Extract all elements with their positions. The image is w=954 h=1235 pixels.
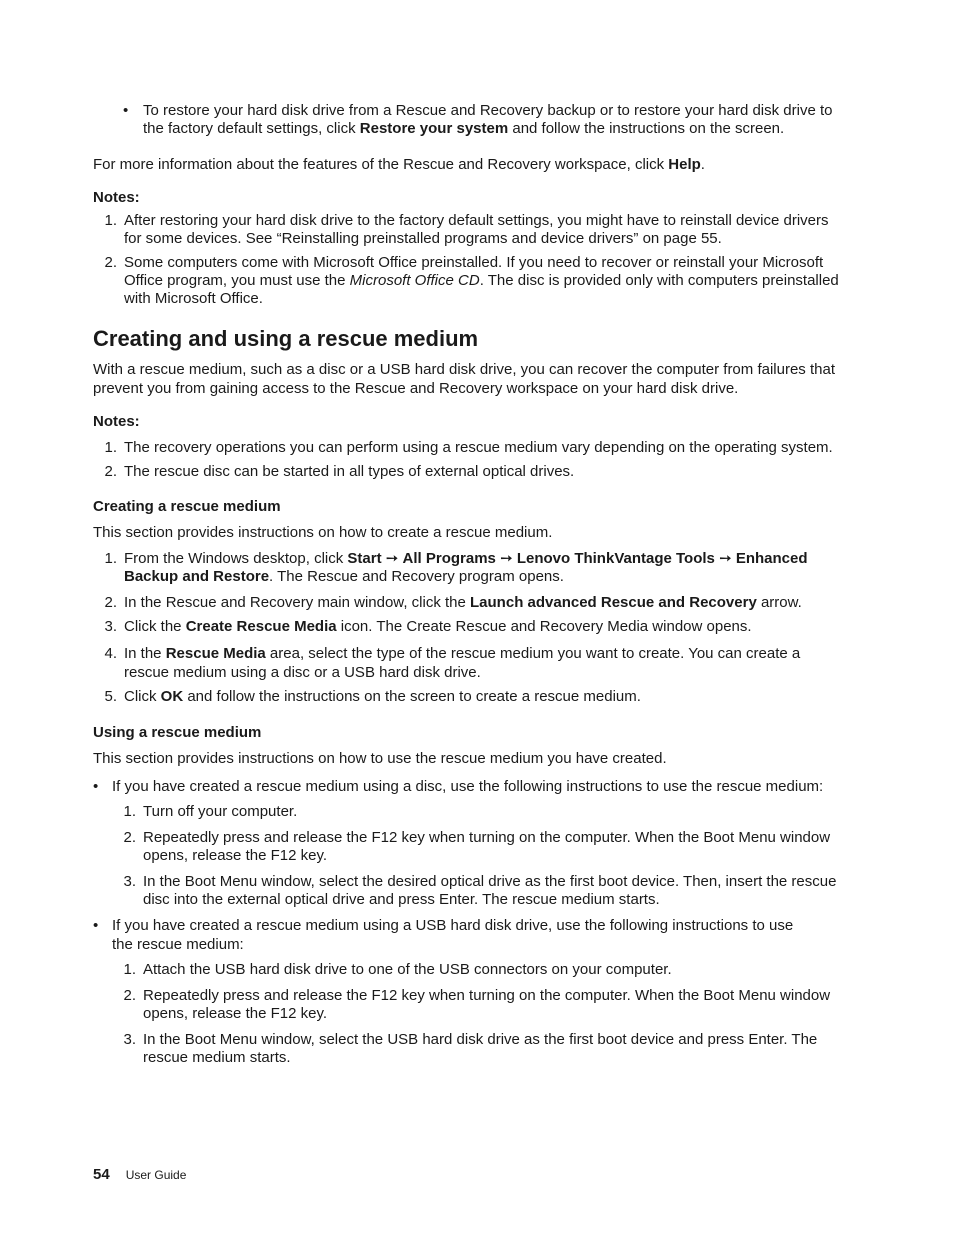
section-intro: With a rescue medium, such as a disc or a USB hard disk drive, you can recover the computer from failures that prevent you from gaining access to the Rescue and Recovery workspace on your hard disk drive. [93,361,835,397]
list-item-text: In the [124,645,166,662]
list-item-text: Repeatedly press and release the F12 key when turning on the computer. When the Boot Menu window opens, release the F12 key. [143,987,831,1022]
list-number: 2. [104,463,117,480]
menu-path-thinkvantage-tools: Lenovo ThinkVantage Tools [516,550,715,567]
list-number: 1. [104,550,117,567]
list-item [93,254,845,308]
list-item [93,987,845,1023]
list-item [93,438,845,457]
paragraph-emphasis: Help [668,156,701,173]
list-item [93,594,845,612]
list-item-text: In the Rescue and Recovery main window, click the [124,594,471,611]
list-item-text: After restoring your hard disk drive to the factory default settings, you might have to reinstall device drivers for some devices. See “Reinstalling preinstalled programs and device drivers” on page 55. [124,212,829,247]
list-item-text: If you have created a rescue medium using a USB hard disk drive, use the following instructions to use the rescue medium: [112,917,794,953]
arrow-icon: ➙ [385,550,399,567]
list-number: 3. [123,873,136,890]
notes-heading: Notes: [93,189,140,206]
arrow-icon: ➙ [500,550,513,567]
paragraph-text: For more information about the features of the Rescue and Recovery workspace, click [93,156,669,173]
arrow-icon: ➙ [719,550,732,567]
list-item-emphasis: Rescue Media [165,645,266,662]
list-item-text: Some computers come with Microsoft Office preinstalled. If you need to recover or reinstall your Microsoft Office program, you must use the [124,254,824,289]
menu-path-enhanced-backup: Enhanced Backup and Restore [124,550,808,585]
list-item [93,803,845,821]
list-item [93,778,845,796]
list-item-text: and follow the instructions on the screen. [508,120,785,137]
menu-path-all-programs: All Programs [402,550,496,567]
list-item-text: and follow the instructions on the screen to create a rescue medium. [183,688,641,705]
list-item [93,618,845,636]
list-item-emphasis: Restore your system [359,120,509,137]
list-item [93,550,845,586]
list-item-text: area, select the type of the rescue medium you want to create. You can create a rescue medium using a disc or a USB hard disk drive. [124,645,801,681]
list-item-emphasis: OK [160,688,184,705]
list-number: 1. [104,439,117,456]
list-number: 2. [123,829,136,846]
list-item-text: Click the [124,618,186,635]
list-number: 2. [123,987,136,1004]
section-title: Creating and using a rescue medium [93,326,479,351]
list-number: 1. [123,803,136,820]
list-number: 1. [123,961,136,978]
list-item [93,463,845,481]
list-item [93,961,845,979]
list-item-text: The recovery operations you can perform using a rescue medium vary depending on the operating system. [124,439,833,456]
subsection-intro: This section provides instructions on how to use the rescue medium you have created. [93,750,667,767]
list-item-text: If you have created a rescue medium using a disc, use the following instructions to use the rescue medium: [112,778,824,795]
list-item [93,102,845,138]
subsection-intro: This section provides instructions on how to create a rescue medium. [93,524,553,541]
list-item [93,644,845,682]
list-item-text: arrow. [756,594,802,611]
list-item [93,873,845,909]
list-item [93,916,812,954]
list-number: 3. [123,1031,136,1048]
list-number: 3. [104,618,117,635]
list-number: 2. [104,254,117,271]
list-item-text: Turn off your computer. [143,803,298,820]
list-item-text: In the Boot Menu window, select the desired optical drive as the first boot device. Then, insert the rescue disc into the external optical drive and press Enter. The rescue medium starts. [143,873,837,908]
list-item-text: The rescue disc can be started in all types of external optical drives. [124,463,575,480]
list-item-italic: Microsoft Office CD [349,272,480,289]
list-item-text: . The Rescue and Recovery program opens. [269,568,564,585]
subsection-heading: Using a rescue medium [93,724,262,741]
list-item-text: In the Boot Menu window, select the USB hard disk drive as the first boot device and press Enter. The rescue medium starts. [143,1031,818,1066]
list-item [93,688,845,706]
list-item-text: From the Windows desktop, click [124,550,348,567]
list-item-text: Click [124,688,161,705]
list-item-text: . The disc is provided only with computers preinstalled with Microsoft Office. [124,272,839,307]
footer-label: User Guide [125,1168,187,1182]
list-item [93,1031,845,1067]
list-number: 4. [104,645,117,662]
page-footer [93,1166,186,1184]
subsection-heading: Creating a rescue medium [93,498,281,515]
page-number: 54 [93,1166,110,1183]
list-number: 5. [104,688,117,705]
list-item-text: Repeatedly press and release the F12 key when turning on the computer. When the Boot Menu window opens, release the F12 key. [143,829,831,864]
list-item [93,829,845,865]
list-item-emphasis: Launch advanced Rescue and Recovery [470,594,757,611]
bullet-glyph: • [123,102,129,119]
list-number: 2. [104,594,117,611]
list-number: 1. [104,212,117,229]
list-item-text: icon. The Create Rescue and Recovery Media window opens. [336,618,752,635]
list-item-emphasis: Create Rescue Media [185,618,337,635]
bullet-glyph: • [93,778,99,795]
page-content [93,102,845,1067]
list-item [93,212,845,248]
notes-heading: Notes: [93,413,140,430]
paragraph [93,156,845,174]
paragraph-text: . [700,156,705,173]
bullet-glyph: • [93,917,99,934]
list-item-text: To restore your hard disk drive from a Rescue and Recovery backup or to restore your hard disk drive to the factory default settings, click [143,102,833,137]
menu-path-start: Start [347,550,382,567]
list-item-text: Attach the USB hard disk drive to one of the USB connectors on your computer. [143,961,672,978]
